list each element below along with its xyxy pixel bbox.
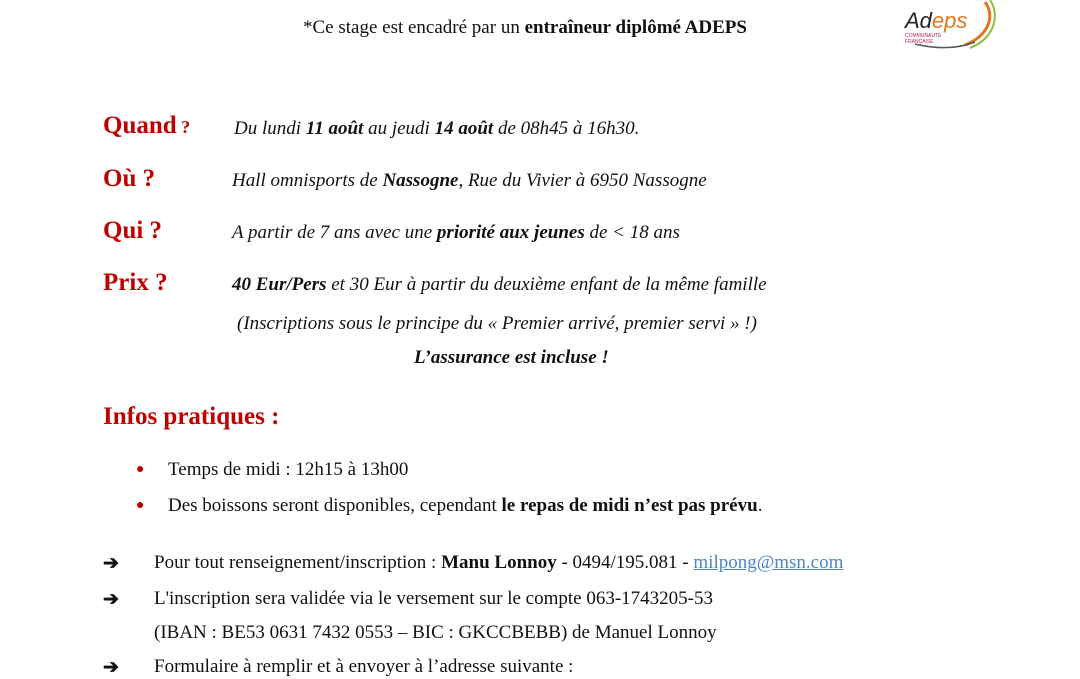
iban-line bbox=[154, 622, 717, 644]
adeps-logo bbox=[895, 0, 1005, 50]
svg-text:FRANÇAISE: FRANÇAISE bbox=[905, 39, 934, 45]
label-qui: Qui ? bbox=[103, 217, 163, 244]
header-note bbox=[303, 17, 747, 39]
assurance-note: L’assurance est incluse ! bbox=[414, 347, 609, 368]
contact-line bbox=[154, 552, 843, 574]
note-inscriptions: (Inscriptions sous le principe du « Premier arrivé, premier servi » !) bbox=[237, 313, 757, 334]
text-segment: et 30 Eur à partir du deuxième enfant de la même famille bbox=[326, 274, 767, 295]
svg-text:COMMUNAUTÉ: COMMUNAUTÉ bbox=[905, 33, 942, 39]
arrow-icon: ➔ bbox=[103, 589, 119, 610]
text-segment: 11 août bbox=[305, 118, 364, 139]
text-segment: Du lundi bbox=[234, 118, 306, 139]
text-segment: Manu Lonnoy bbox=[441, 552, 557, 573]
text-segment: *Ce stage est encadré par un bbox=[303, 17, 525, 38]
label-quand: Quand ? bbox=[103, 112, 191, 139]
text-segment: Pour tout renseignement/inscription : bbox=[154, 552, 442, 573]
text-segment: 40 Eur/Pers bbox=[232, 274, 327, 295]
text-segment: le repas de midi n’est pas prévu bbox=[501, 495, 758, 516]
value-qui bbox=[232, 222, 680, 244]
text-segment: Nassogne bbox=[382, 170, 459, 191]
text-segment: L'inscription sera validée via le versement sur le compte 063-1743205-53 bbox=[154, 588, 714, 609]
bullet-item bbox=[168, 459, 408, 481]
svg-text:Adeps: Adeps bbox=[905, 8, 968, 33]
value-prix bbox=[232, 274, 767, 296]
text-segment: Hall omnisports de bbox=[232, 170, 383, 191]
text-segment: entraîneur diplômé ADEPS bbox=[524, 17, 747, 38]
text-segment: - 0494/195.081 - bbox=[556, 552, 694, 573]
label-prix: Prix ? bbox=[103, 269, 168, 296]
text-segment: , Rue du Vivier à 6950 Nassogne bbox=[458, 170, 707, 191]
text-segment: de < 18 ans bbox=[584, 222, 680, 243]
text-segment: . bbox=[757, 495, 763, 516]
value-ou bbox=[232, 170, 707, 192]
payment-line bbox=[154, 588, 713, 610]
bullet-icon: ● bbox=[136, 462, 145, 477]
text-segment: 14 août bbox=[434, 118, 494, 139]
bullet-icon: ● bbox=[136, 498, 145, 513]
text-segment: de 08h45 à 16h30. bbox=[493, 118, 640, 139]
infos-title: Infos pratiques : bbox=[103, 403, 280, 430]
text-segment: Temps de midi : 12h15 à 13h00 bbox=[168, 459, 409, 480]
label-ou: Où ? bbox=[103, 165, 156, 192]
arrow-icon: ➔ bbox=[103, 553, 119, 574]
text-segment: au jeudi bbox=[363, 118, 435, 139]
text-segment: A partir de 7 ans avec une bbox=[232, 222, 437, 243]
value-quand bbox=[234, 118, 639, 140]
text-segment: Des boissons seront disponibles, cependant bbox=[168, 495, 502, 516]
arrow-icon: ➔ bbox=[103, 657, 119, 678]
text-segment: Formulaire à remplir et à envoyer à l’adresse suivante : bbox=[154, 656, 574, 677]
email-link[interactable]: milpong@msn.com bbox=[693, 552, 844, 573]
text-segment: (IBAN : BE53 0631 7432 0553 – BIC : GKCCBEBB) de Manuel Lonnoy bbox=[154, 622, 717, 643]
bullet-item bbox=[168, 495, 762, 517]
text-segment: priorité aux jeunes bbox=[436, 222, 585, 243]
